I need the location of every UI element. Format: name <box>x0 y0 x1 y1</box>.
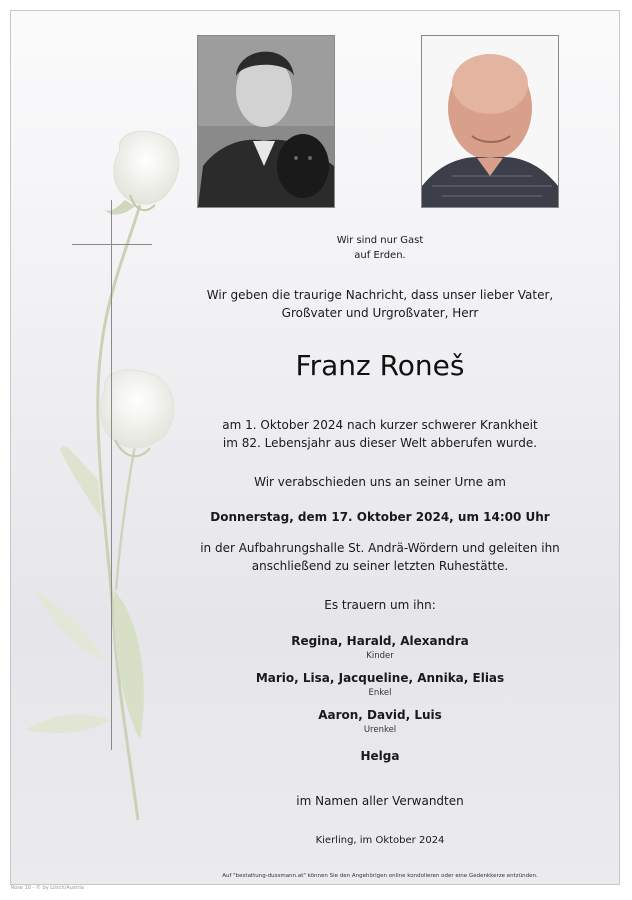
portrait-young <box>197 35 335 208</box>
mourner-names: Helga <box>360 749 400 763</box>
quote-line-2: auf Erden. <box>354 250 406 261</box>
deceased-name: Franz Roneš <box>295 349 465 382</box>
death-details-line-2: im 82. Lebensjahr aus dieser Welt abberufen wurde. <box>222 436 538 450</box>
relatives-line: im Namen aller Verwandten <box>296 794 464 808</box>
announcement-line-1: Wir geben die traurige Nachricht, dass unser lieber Vater, <box>206 288 554 302</box>
place-date: Kierling, im Oktober 2024 <box>315 835 445 846</box>
farewell-intro: Wir verabschieden uns an seiner Urne am <box>254 475 506 489</box>
mourner-names: Regina, Harald, Alexandra <box>291 634 469 648</box>
mourner-names: Aaron, David, Luis <box>318 708 442 722</box>
announcement-line-2: Großvater und Urgroßvater, Herr <box>281 306 479 320</box>
mourner-relation: Enkel <box>368 688 392 698</box>
mourner-relation: Urenkel <box>363 725 397 735</box>
mourners-intro: Es trauern um ihn: <box>324 598 436 612</box>
image-credit: Rose 10 - © by Lösch/Austria <box>11 885 84 891</box>
cross-vertical <box>111 200 112 750</box>
mourner-names: Mario, Lisa, Jacqueline, Annika, Elias <box>255 671 505 685</box>
death-details-line-1: am 1. Oktober 2024 nach kurzer schwerer Krankheit <box>222 418 538 432</box>
footer-note: Auf "bestattung-dussmann.at" können Sie den Angehörigen online kondolieren oder eine Gedenkkerze entzünden. <box>222 873 538 879</box>
ceremony-location-line-2: anschließend zu seiner letzten Ruhestätte. <box>251 559 509 573</box>
ceremony-datetime: Donnerstag, dem 17. Oktober 2024, um 14:00 Uhr <box>210 510 550 524</box>
quote-line-1: Wir sind nur Gast <box>336 235 424 246</box>
ceremony-location-line-1: in der Aufbahrungshalle St. Andrä-Wördern und geleiten ihn <box>200 541 560 555</box>
mourner-relation: Kinder <box>366 651 394 661</box>
portrait-older <box>421 35 559 208</box>
